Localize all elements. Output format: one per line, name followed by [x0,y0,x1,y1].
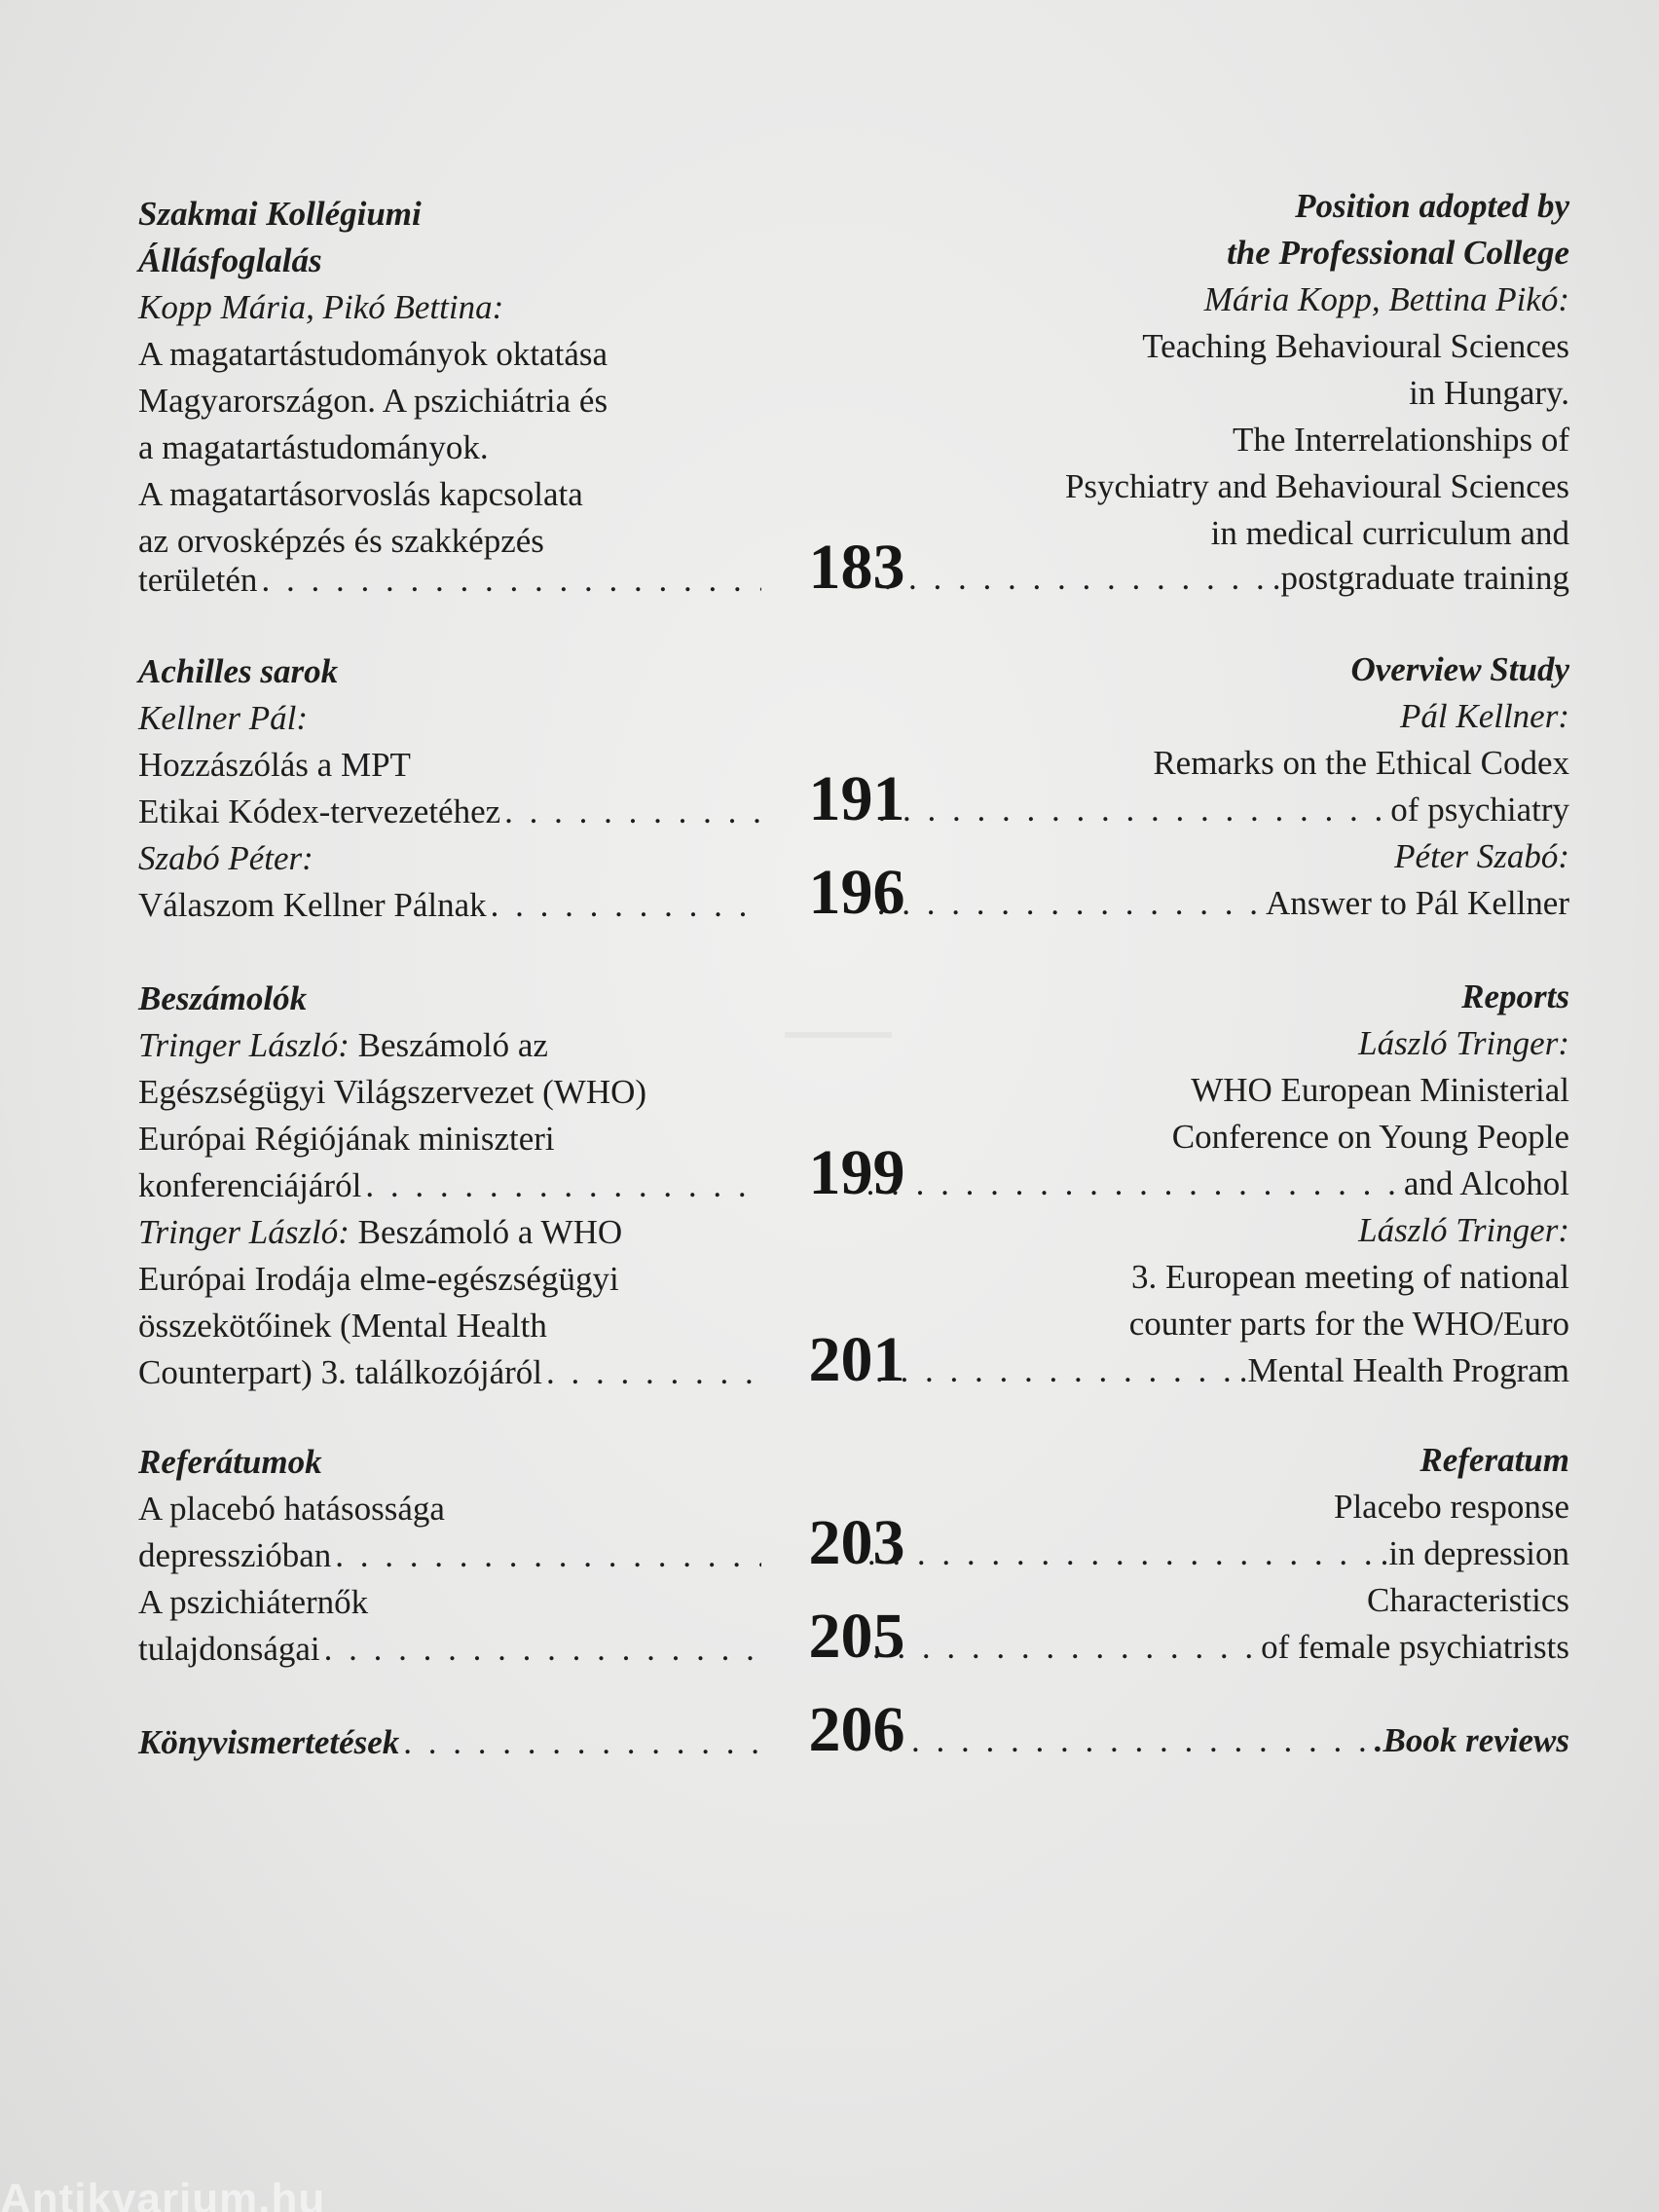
toc-entry-left[interactable] [138,1164,761,1207]
entry-title: területén [138,561,258,599]
page-number[interactable]: 191 [808,763,905,834]
toc-entry-left[interactable] [138,1628,761,1671]
toc-entry-right[interactable] [868,1532,1569,1575]
title-line-right: Psychiatry and Behavioural Sciences [1064,467,1569,505]
title-line-left: Hozzászólás a MPT [138,746,411,784]
title-line-left: A magatartástudományok oktatása [138,335,608,373]
section-heading-right: the Professional College [1227,234,1569,272]
title-line-right: The Interrelationships of [1232,421,1569,459]
entry-title: Answer to Pál Kellner [1265,884,1569,922]
title-line-right: Placebo response [1333,1488,1569,1526]
dot-leader [868,1532,1381,1575]
dot-leader [868,557,1272,600]
dot-leader [361,1164,761,1207]
entry-title: and Alcohol [1403,1164,1569,1202]
entry-title: konferenciájáról [138,1166,362,1204]
title-line-right: WHO European Ministerial [1191,1071,1569,1109]
toc-entry-right[interactable] [868,1626,1569,1669]
entry-title: Válaszom Kellner Pálnak [138,886,487,924]
toc-entry-right[interactable] [868,789,1569,831]
section-heading-right: Referatum [1419,1441,1569,1479]
dot-leader [868,1349,1239,1392]
title-line-left: összekötőinek (Mental Health [138,1307,547,1345]
entry-title: .Mental Health Program [1238,1351,1569,1389]
title-line-left: Európai Régiójának miniszteri [138,1120,555,1158]
toc-entry-left[interactable] [138,884,761,927]
page-number[interactable]: 199 [808,1137,905,1208]
section-heading-right: Reports [1461,977,1569,1015]
dot-leader [868,1162,1404,1205]
dot-leader [399,1721,761,1764]
dot-leader [868,1719,1375,1762]
section-heading-right: Position adopted by [1295,187,1569,225]
dot-leader [868,789,1390,831]
title-line-right: counter parts for the WHO/Euro [1128,1305,1569,1343]
section-heading-left: Achilles sarok [138,652,339,690]
dot-leader [487,884,761,927]
toc-entry-left[interactable] [138,559,761,602]
author-left: Tringer László: [138,1213,350,1251]
author-right: László Tringer: [1358,1211,1569,1249]
title-line-left: Magyarországon. A pszichiátria és [138,382,608,420]
dot-leader [257,559,761,602]
dot-leader [320,1628,761,1671]
section-heading-left: Beszámolók [138,979,308,1017]
entry-title: depresszióban [138,1536,332,1574]
entry-title: .postgraduate training [1272,559,1569,597]
section-heading-right: Overview Study [1350,650,1569,688]
toc-entry-right[interactable] [868,1162,1569,1205]
entry-title: Etikai Kódex-tervezetéhez [138,793,501,830]
dot-leader [868,1626,1261,1669]
toc-entry-left[interactable] [138,1534,761,1577]
author-line-left [138,1024,761,1067]
author-right: Mária Kopp, Bettina Pikó: [1203,280,1569,318]
toc-entry-left[interactable] [138,1351,761,1394]
author-left: Tringer László: [138,1026,350,1064]
title-line-left: Egészségügyi Világszervezet (WHO) [138,1073,647,1111]
author-right: László Tringer: [1358,1024,1569,1062]
entry-title: .Book reviews [1374,1721,1569,1759]
title-line-right: 3. European meeting of national [1131,1258,1569,1296]
entry-title: Counterpart) 3. találkozójáról [138,1353,542,1391]
title-line-left: A placebó hatásossága [138,1490,445,1528]
section-heading-left: Szakmai Kollégiumi [138,195,422,233]
title-line-right: Characteristics [1367,1581,1569,1619]
title-line-right: Conference on Young People [1171,1118,1569,1156]
dot-leader [500,791,761,833]
author-left: Kellner Pál: [138,699,308,737]
section-heading-left: Állásfoglalás [138,241,322,279]
entry-title: of psychiatry [1390,791,1569,829]
page-number[interactable]: 201 [808,1324,905,1395]
entry-title: tulajdonságai [138,1630,320,1668]
author-right: Pál Kellner: [1400,697,1569,735]
page-number[interactable]: 203 [808,1507,905,1578]
title-line-right: Teaching Behavioural Sciences [1142,327,1569,365]
toc-entry-left[interactable] [138,1721,761,1764]
page-number[interactable]: 206 [808,1694,905,1765]
title-line-left: A pszichiáternők [138,1583,369,1621]
title-start: Beszámoló a WHO [349,1213,623,1251]
title-line-left: A magatartásorvoslás kapcsolata [138,475,583,513]
title-start: Beszámoló az [349,1026,548,1064]
dot-leader [542,1351,761,1394]
author-right: Péter Szabó: [1394,837,1569,875]
author-left: Kopp Mária, Pikó Bettina: [138,288,504,326]
toc-entry-right[interactable] [868,1349,1569,1392]
title-line-right: in Hungary. [1409,374,1569,412]
toc-entry-right[interactable] [868,1719,1569,1762]
toc-entry-right[interactable] [868,882,1569,925]
title-line-left: a magatartástudományok. [138,428,489,466]
page-number[interactable]: 196 [808,857,905,928]
entry-title: Könyvismertetések [138,1723,400,1761]
title-line-left: az orvosképzés és szakképzés [138,522,544,560]
author-left: Szabó Péter: [138,839,313,877]
entry-title: .in depression [1380,1534,1569,1572]
page-number[interactable]: 183 [808,532,905,603]
section-heading-left: Referátumok [138,1443,322,1481]
author-line-left [138,1211,761,1254]
title-line-left: Európai Irodája elme-egészségügyi [138,1260,619,1298]
toc-entry-right[interactable] [868,557,1569,600]
dot-leader [331,1534,761,1577]
watermark: Antikvarium.hu [0,2175,326,2212]
page-number[interactable]: 205 [808,1601,905,1672]
dot-leader [868,882,1266,925]
title-line-right: Remarks on the Ethical Codex [1153,744,1569,782]
entry-title: of female psychiatrists [1261,1628,1569,1666]
title-line-right: in medical curriculum and [1210,514,1569,552]
toc-entry-left[interactable] [138,791,761,833]
